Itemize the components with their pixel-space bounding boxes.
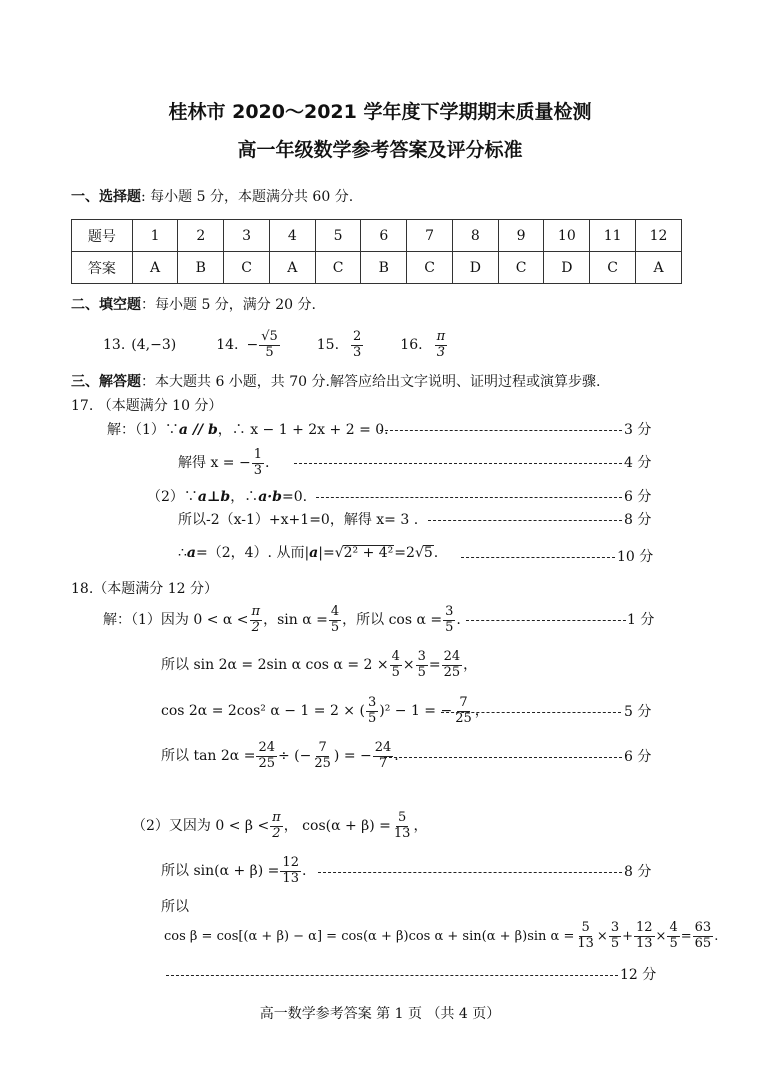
answer-cell: D xyxy=(544,252,590,284)
section3-desc: ：本大题共 6 小题，共 70 分.解答应给出文字说明、证明过程或演算步骤. xyxy=(141,374,601,390)
answer-cell: A xyxy=(132,252,178,284)
section1-heading: 一、选择题 xyxy=(71,189,141,205)
answer-table-answer-row xyxy=(72,252,682,284)
score-label: 10 分 xyxy=(617,549,654,565)
section2-desc: ：每小题 5 分，满分 20 分. xyxy=(141,297,316,313)
score-leader xyxy=(166,975,618,976)
q18-line-3: cos 2α = 2cos² α − 1 = 2 × ( $\frac{3}{5}$ )² − 1 = − $\frac{7}{25}$ ， xyxy=(161,695,489,726)
score-label: 6 分 xyxy=(624,749,652,765)
page-subtitle: 高一年级数学参考答案及评分标准 xyxy=(237,139,523,161)
q18-line-8: cos β = cos[(α + β) − α] = cos(α + β)cos α + sin(α + β)sin α = $\frac{5}{13}$ × $\frac{3}{5}$ + $\frac{12}{13}$ × $\frac{4}{5}$ = $\frac{63}{65}$ . xyxy=(164,920,719,951)
answer-cell: A xyxy=(269,252,315,284)
score-leader xyxy=(294,463,622,464)
score-leader xyxy=(461,557,615,558)
q17-title: 17. （本题满分 10 分） xyxy=(71,398,223,414)
score-label: 8 分 xyxy=(624,512,652,528)
number-cell: 1 xyxy=(132,220,178,252)
score-label: 3 分 xyxy=(624,422,652,438)
score-leader xyxy=(441,712,621,713)
q14-label: 14. xyxy=(216,337,239,354)
q18-line-6: 所以 sin(α + β) = $\frac{12}{13}$ . xyxy=(161,855,307,886)
q18-line-1: 解：（1）因为 0 < α < $\frac{\pi}{2}$ ，sin α = $\frac{4}{5}$ ，所以 cos α = $\frac{3}{5}$ . xyxy=(103,604,461,635)
answer-cell: B xyxy=(178,252,224,284)
number-cell: 12 xyxy=(636,220,682,252)
number-cell: 8 xyxy=(452,220,498,252)
answer-cell: C xyxy=(407,252,453,284)
q13-label: 13. xyxy=(103,337,126,354)
answer-table xyxy=(71,219,682,284)
q18-line-5: （2）又因为 0 < β < $\frac{\pi}{2}$ ， cos(α + β) = $\frac{5}{13}$ ， xyxy=(132,810,428,841)
score-leader xyxy=(380,430,622,431)
q17-line-3: （2）∵ a⊥b ，∴ a·b =0. xyxy=(147,489,308,505)
number-cell: 6 xyxy=(361,220,407,252)
number-cell: 9 xyxy=(498,220,544,252)
q16-answer-fraction: $\frac{\pi}{3}$ xyxy=(436,329,446,360)
number-cell: 10 xyxy=(544,220,590,252)
q17-line-4: 所以-2（x-1）+x+1=0，解得 x= 3 . xyxy=(178,512,419,528)
answer-cell: C xyxy=(498,252,544,284)
answer-cell: D xyxy=(452,252,498,284)
section3-heading: 三、解答题 xyxy=(71,374,141,390)
score-label: 1 分 xyxy=(627,612,655,628)
number-cell: 2 xyxy=(178,220,224,252)
q16-label: 16. xyxy=(400,337,423,354)
score-leader xyxy=(316,497,622,498)
score-label: 8 分 xyxy=(624,864,652,880)
answer-cell: B xyxy=(361,252,407,284)
section3-header xyxy=(71,375,600,389)
answer-cell: C xyxy=(224,252,270,284)
answer-cell: A xyxy=(636,252,682,284)
section2-heading: 二、填空题 xyxy=(71,297,141,313)
number-cell: 7 xyxy=(407,220,453,252)
fill-in-answers: 13. (4,−3) 14. − $\frac{√5}{5}$ 15. $\frac{2}{3}$ 16. $\frac{\pi}{3}$ xyxy=(103,329,446,360)
score-leader xyxy=(384,757,622,758)
section2-header xyxy=(71,298,316,312)
score-label: 12 分 xyxy=(620,967,657,983)
answer-cell: C xyxy=(590,252,636,284)
q15-answer-fraction: $\frac{2}{3}$ xyxy=(353,329,362,360)
score-label: 6 分 xyxy=(624,489,652,505)
q14-answer-fraction: $\frac{√5}{5}$ xyxy=(261,329,278,360)
answer-cell: C xyxy=(315,252,361,284)
q18-line-2: 所以 sin 2α = 2sin α cos α = 2 × $\frac{4}{5}$ × $\frac{3}{5}$ = $\frac{24}{25}$ ， xyxy=(161,649,478,680)
row-label: 答案 xyxy=(72,252,133,284)
q17-line-1: 解：（1）∵ a // b ，∴ x − 1 + 2x + 2 = 0. xyxy=(107,422,389,438)
number-cell: 4 xyxy=(269,220,315,252)
score-leader xyxy=(428,520,622,521)
score-leader xyxy=(466,620,626,621)
score-leader xyxy=(318,872,622,873)
q17-line-5: ∴ a =（2，4）. 从而| a |= √ 2² + 4² =2 √ 5 . xyxy=(178,544,439,561)
q13-answer: (4,−3) xyxy=(131,337,177,354)
score-label: 4 分 xyxy=(624,455,652,471)
number-cell: 3 xyxy=(224,220,270,252)
score-label: 5 分 xyxy=(624,704,652,720)
row-label: 题号 xyxy=(72,220,133,252)
section1-header xyxy=(71,190,353,204)
q15-label: 15. xyxy=(316,337,340,354)
q18-line-7: 所以 xyxy=(161,899,189,915)
q18-title: 18.（本题满分 12 分） xyxy=(71,581,218,597)
number-cell: 5 xyxy=(315,220,361,252)
q18-line-4: 所以 tan 2α = $\frac{24}{25}$ ÷ (− $\frac{7}{25}$ ) = − $\frac{24}{7}$ . xyxy=(161,740,399,771)
section1-desc: : 每小题 5 分，本题满分共 60 分. xyxy=(141,189,354,205)
q17-line-2: 解得 x = − $\frac{1}{3}$ . xyxy=(178,447,270,478)
fraction: $\frac{1}{3}$ xyxy=(253,447,262,478)
page-footer: 高一数学参考答案 第 1 页 （共 4 页） xyxy=(259,1006,501,1022)
answer-table-number-row xyxy=(72,220,682,252)
page-title: 桂林市 2020～2021 学年度下学期期末质量检测 xyxy=(168,101,592,123)
number-cell: 11 xyxy=(590,220,636,252)
